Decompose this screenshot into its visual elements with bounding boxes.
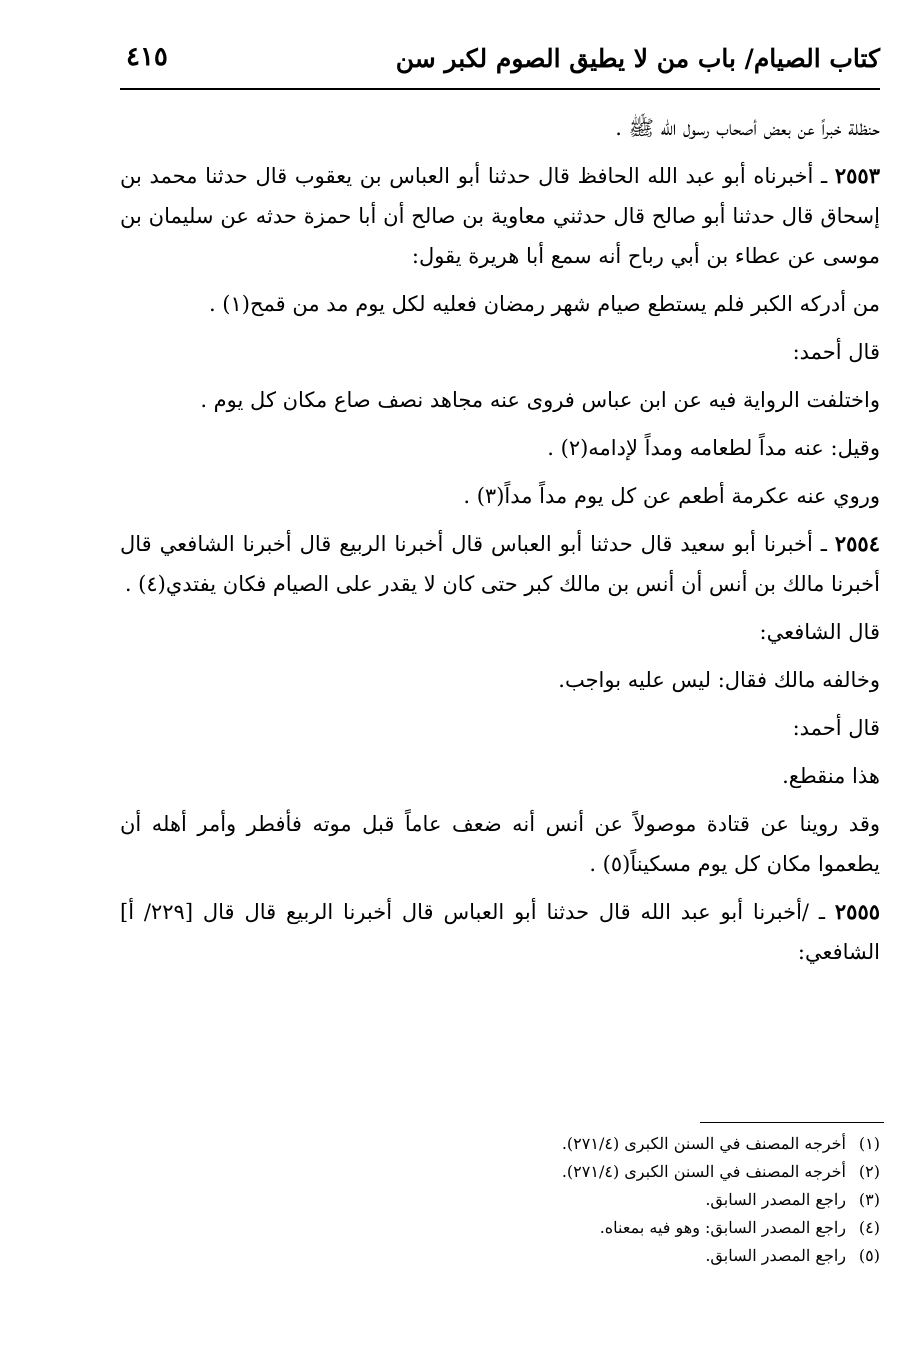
hadith-text: ـ /أخبرنا أبو عبد الله قال حدثنا أبو العباس قال أخبرنا الربيع قال قال [٢٢٩/ أ] الشافعي:	[120, 900, 880, 964]
hadith-number: ٢٥٥٣	[834, 163, 880, 188]
hadith-paragraph	[120, 892, 880, 972]
main-text	[120, 108, 880, 980]
paragraph: قال أحمد:	[792, 340, 880, 364]
hadith-paragraph	[120, 524, 880, 604]
footnote-divider	[700, 1122, 884, 1123]
header-title: كتاب الصيام/ باب من لا يطيق الصوم لكبر سن	[395, 44, 880, 73]
footnote-text: راجع المصدر السابق.	[705, 1246, 846, 1265]
hadith-paragraph	[120, 156, 880, 276]
hadith-text: ـ أخبرنا أبو سعيد قال حدثنا أبو العباس قال أخبرنا الربيع قال أخبرنا الشافعي قال أخبرنا مالك بن أنس أن أنس بن مالك كبر حتى كان لا يقدر على الصيام فكان يفتدي(٤) .	[120, 532, 880, 596]
paragraph: قال أحمد:	[792, 716, 880, 740]
paragraph: من أدركه الكبر فلم يستطع صيام شهر رمضان فعليه لكل يوم مد من قمح(١) .	[208, 292, 880, 316]
footnote-number: (٤)	[858, 1218, 880, 1237]
paragraph: وخالفه مالك فقال: ليس عليه بواجب.	[558, 668, 880, 692]
hadith-number: ٢٥٥٥	[834, 899, 881, 924]
running-header	[120, 38, 880, 90]
paragraph: واختلفت الرواية فيه عن ابن عباس فروى عنه مجاهد نصف صاع مكان كل يوم .	[200, 388, 880, 412]
footnote	[300, 1186, 880, 1214]
footnote-text: أخرجه المصنف في السنن الكبرى (٢٧١/٤).	[561, 1162, 846, 1181]
paragraph: حنظلة خبراً عن بعض أصحاب رسول الله ﷺ .	[615, 116, 880, 140]
footnote	[300, 1158, 880, 1186]
footnote	[300, 1242, 880, 1270]
paragraph: وقيل: عنه مداً لطعامه ومداً لإدامه(٢) .	[547, 436, 880, 460]
footnote-number: (١)	[858, 1134, 880, 1153]
footnote	[300, 1214, 880, 1242]
paragraph: قال الشافعي:	[759, 620, 880, 644]
footnote-text: راجع المصدر السابق: وهو فيه بمعناه.	[599, 1218, 846, 1237]
page-number: ٤١٥	[126, 42, 168, 72]
footnote	[300, 1130, 880, 1158]
paragraph: وروي عنه عكرمة أطعم عن كل يوم مداً مداً(٣) .	[463, 484, 880, 508]
footnote-number: (٣)	[858, 1190, 880, 1209]
footnote-number: (٥)	[858, 1246, 880, 1265]
hadith-text: ـ أخبرناه أبو عبد الله الحافظ قال حدثنا أبو العباس بن يعقوب قال حدثنا محمد بن إسحاق قال حدثنا أبو صالح قال حدثني معاوية بن صالح أن أبا حمزة حدثه عن سليمان بن موسى عن عطاء بن أبي رباح أنه سمع أبا هريرة يقول:	[120, 164, 880, 268]
paragraph: وقد روينا عن قتادة موصولاً عن أنس أنه ضعف عاماً قبل موته فأفطر وأمر أهله أن يطعموا مكان كل يوم مسكيناً(٥) .	[120, 812, 880, 876]
paragraph: هذا منقطع.	[782, 764, 880, 788]
footnote-number: (٢)	[858, 1162, 880, 1181]
footnote-text: أخرجه المصنف في السنن الكبرى (٢٧١/٤).	[561, 1134, 846, 1153]
footnote-text: راجع المصدر السابق.	[705, 1190, 846, 1209]
hadith-number: ٢٥٥٤	[834, 531, 880, 556]
footnotes	[300, 1130, 880, 1270]
